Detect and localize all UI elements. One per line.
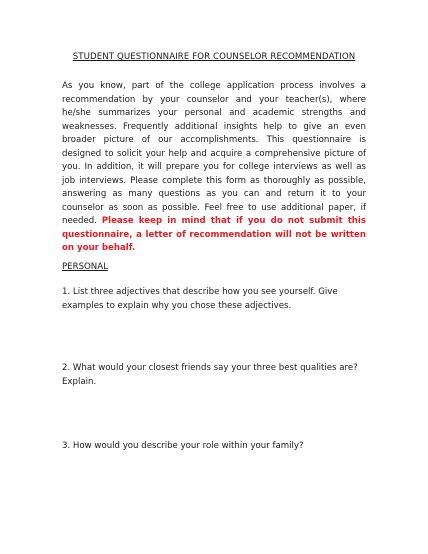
question-2: 2. What would your closest friends say your three best qualities are? Explain. <box>62 363 358 387</box>
section-heading-personal: PERSONAL <box>62 262 108 272</box>
intro-paragraph <box>62 80 366 256</box>
document-title: STUDENT QUESTIONNAIRE FOR COUNSELOR RECOMMENDATION <box>72 52 356 62</box>
intro-text: As you know, part of the college application process involves a recommendation by your counselor and your teacher(s), where he/she summarizes your personal and academic strengths and weaknesses. Frequently additional insights help to give an even broader picture of our accomplishments. This questionnaire is designed to solicit your help and acquire a comprehensive picture of you. In addition, it will prepare you for college interviews as well as job interviews. Please complete this form as thoroughly as possible, answering as many questions as you can and return it to your counselor as soon as possible. Feel free to use additional paper, if needed. <box>62 81 366 226</box>
question-1: 1. List three adjectives that describe how you see yourself. Give examples to explain why you chose these adjectives. <box>62 287 338 311</box>
warning-text: Please keep in mind that if you do not submit this questionnaire, a letter of recommendation will not be written on your behalf. <box>62 216 366 253</box>
question-3: 3. How would you describe your role within your family? <box>62 441 304 451</box>
